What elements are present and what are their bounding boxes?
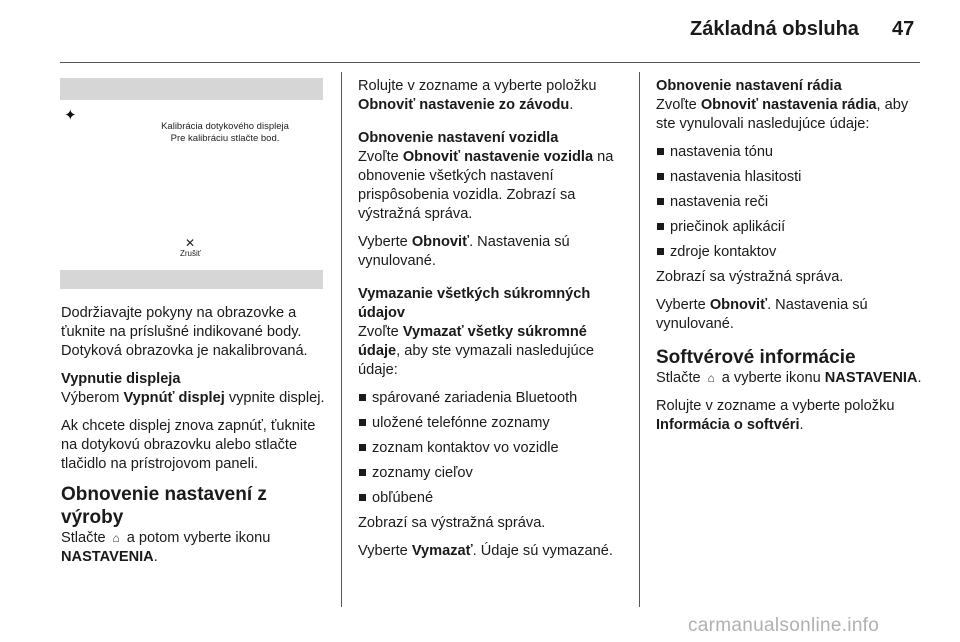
delete-list [358, 389, 633, 508]
bullet-icon [657, 173, 664, 180]
bullet-icon [657, 248, 664, 255]
text: . Nastavenia sú vynulované. [656, 297, 868, 332]
list-item [358, 414, 633, 433]
list-item [656, 168, 926, 187]
text: . Údaje sú vymazané. [472, 543, 613, 559]
text: . [917, 370, 922, 386]
menu-term: Obnoviť nastavenie zo závodu [358, 97, 570, 113]
paragraph: Zobrazí sa výstražná správa. [656, 269, 844, 285]
watermark: carmanualsonline.info [688, 615, 880, 636]
paragraph: Dodržiavajte pokyny na obrazovke a ťuknite na príslušné indikované body. Dotyková obrazovka je nakalibrovaná. [61, 305, 308, 359]
text: a potom vyberte ikonu [122, 530, 271, 546]
paragraph [61, 529, 333, 567]
text: Vyberte [656, 297, 710, 313]
text: a vyberte ikonu [717, 370, 825, 386]
text: vypnite displej. [224, 390, 325, 406]
text: Zvoľte [358, 149, 403, 165]
bullet-icon [359, 444, 366, 451]
list-item-text: priečinok aplikácií [670, 219, 786, 235]
menu-term: Obnoviť [709, 297, 768, 313]
display-off-section [61, 370, 333, 408]
menu-term: Vymazať [411, 543, 473, 559]
header-divider [60, 62, 920, 63]
column-divider-2 [639, 72, 640, 607]
text: Rolujte v zozname a vyberte položku [358, 78, 597, 94]
list-item [358, 464, 633, 483]
section-heading: Obnovenie nastavení z výroby [61, 484, 267, 528]
paragraph: Ak chcete displej znova zapnúť, ťuknite na dotykovú obrazovku alebo stlačte tlačidlo na prístrojovom paneli. [61, 418, 316, 472]
menu-term: Obnoviť [411, 234, 470, 250]
list-item [656, 193, 926, 212]
text: . [153, 549, 158, 565]
list-item-text: nastavenia hlasitosti [670, 169, 802, 185]
calibration-hint: Pre kalibráciu stlačte bod. [170, 133, 280, 144]
close-icon: ✕ [185, 236, 196, 250]
paragraph: Zobrazí sa výstražná správa. [358, 515, 546, 531]
column-divider-1 [341, 72, 342, 607]
column-2 [358, 77, 633, 570]
text: . [569, 97, 574, 113]
text: Stlačte [656, 370, 705, 386]
menu-term: Vypnúť displej [123, 390, 225, 406]
bullet-icon [657, 148, 664, 155]
text: Výberom [61, 390, 124, 406]
menu-term: Obnoviť nastavenia rádia [700, 97, 877, 113]
menu-term: NASTAVENIA [824, 370, 918, 386]
menu-term: Obnoviť nastavenie vozidla [402, 149, 594, 165]
list-item [358, 439, 633, 458]
menu-term: Vymazať všetky súkromné údaje [358, 324, 587, 359]
paragraph [656, 296, 926, 334]
subheading: Vymazanie všetkých súkromných údajov [358, 286, 591, 321]
list-item-text: nastavenia tónu [670, 144, 774, 160]
bullet-icon [657, 223, 664, 230]
text: Vyberte [358, 234, 412, 250]
bullet-icon [657, 198, 664, 205]
calibration-title: Kalibrácia dotykového displeja [161, 121, 289, 132]
list-item-text: zdroje kontaktov [670, 244, 777, 260]
text: Zvoľte [656, 97, 701, 113]
bullet-icon [359, 494, 366, 501]
radio-list [656, 143, 926, 262]
column-3 [656, 77, 926, 444]
list-item-text: nastavenia reči [670, 194, 769, 210]
column-1 [61, 304, 333, 576]
cancel-label: Zrušiť [180, 249, 201, 258]
text: Zvoľte [358, 324, 403, 340]
text: . Nastavenia sú vynulované. [358, 234, 570, 269]
text: , aby ste vynulovali nasledujúce údaje: [656, 97, 909, 132]
vehicle-reset-section [358, 129, 633, 224]
radio-reset-section [656, 77, 926, 134]
bullet-icon [359, 419, 366, 426]
paragraph [358, 77, 633, 115]
menu-term: NASTAVENIA [61, 549, 154, 565]
list-item [656, 218, 926, 237]
crosshair-icon: ✦ [64, 107, 77, 124]
list-item [656, 243, 926, 262]
paragraph [656, 397, 926, 435]
home-icon: ⌂ [112, 531, 120, 545]
text: na obnovenie všetkých nastavení prispôsobenia vozidla. Zobrazí sa výstražná správa. [358, 149, 614, 222]
paragraph [656, 369, 926, 388]
list-item-text: spárované zariadenia Bluetooth [372, 390, 578, 406]
subheading: Vypnutie displeja [61, 371, 181, 387]
list-item [358, 489, 633, 508]
page-number: 47 [892, 18, 915, 40]
calibration-text [120, 121, 323, 145]
paragraph [358, 542, 633, 561]
subheading: Obnovenie nastavení rádia [656, 78, 842, 94]
delete-data-section [358, 285, 633, 380]
text: , aby ste vymazali nasledujúce údaje: [358, 343, 595, 378]
list-item [656, 143, 926, 162]
list-item-text: zoznam kontaktov vo vozidle [372, 440, 559, 456]
list-item [358, 389, 633, 408]
section-title: Základná obsluha [690, 18, 859, 40]
paragraph [358, 233, 633, 271]
section-heading: Softvérové informácie [656, 347, 856, 368]
subheading: Obnovenie nastavení vozidla [358, 130, 559, 146]
home-icon: ⌂ [707, 371, 715, 385]
bullet-icon [359, 394, 366, 401]
text: Vyberte [358, 543, 412, 559]
text: . [799, 417, 804, 433]
list-item-text: uložené telefónne zoznamy [372, 415, 550, 431]
text: Rolujte v zozname a vyberte položku [656, 398, 895, 414]
bullet-icon [359, 469, 366, 476]
list-item-text: zoznamy cieľov [372, 465, 473, 481]
list-item-text: obľúbené [372, 490, 434, 506]
text: Stlačte [61, 530, 110, 546]
menu-term: Informácia o softvéri [656, 417, 800, 433]
